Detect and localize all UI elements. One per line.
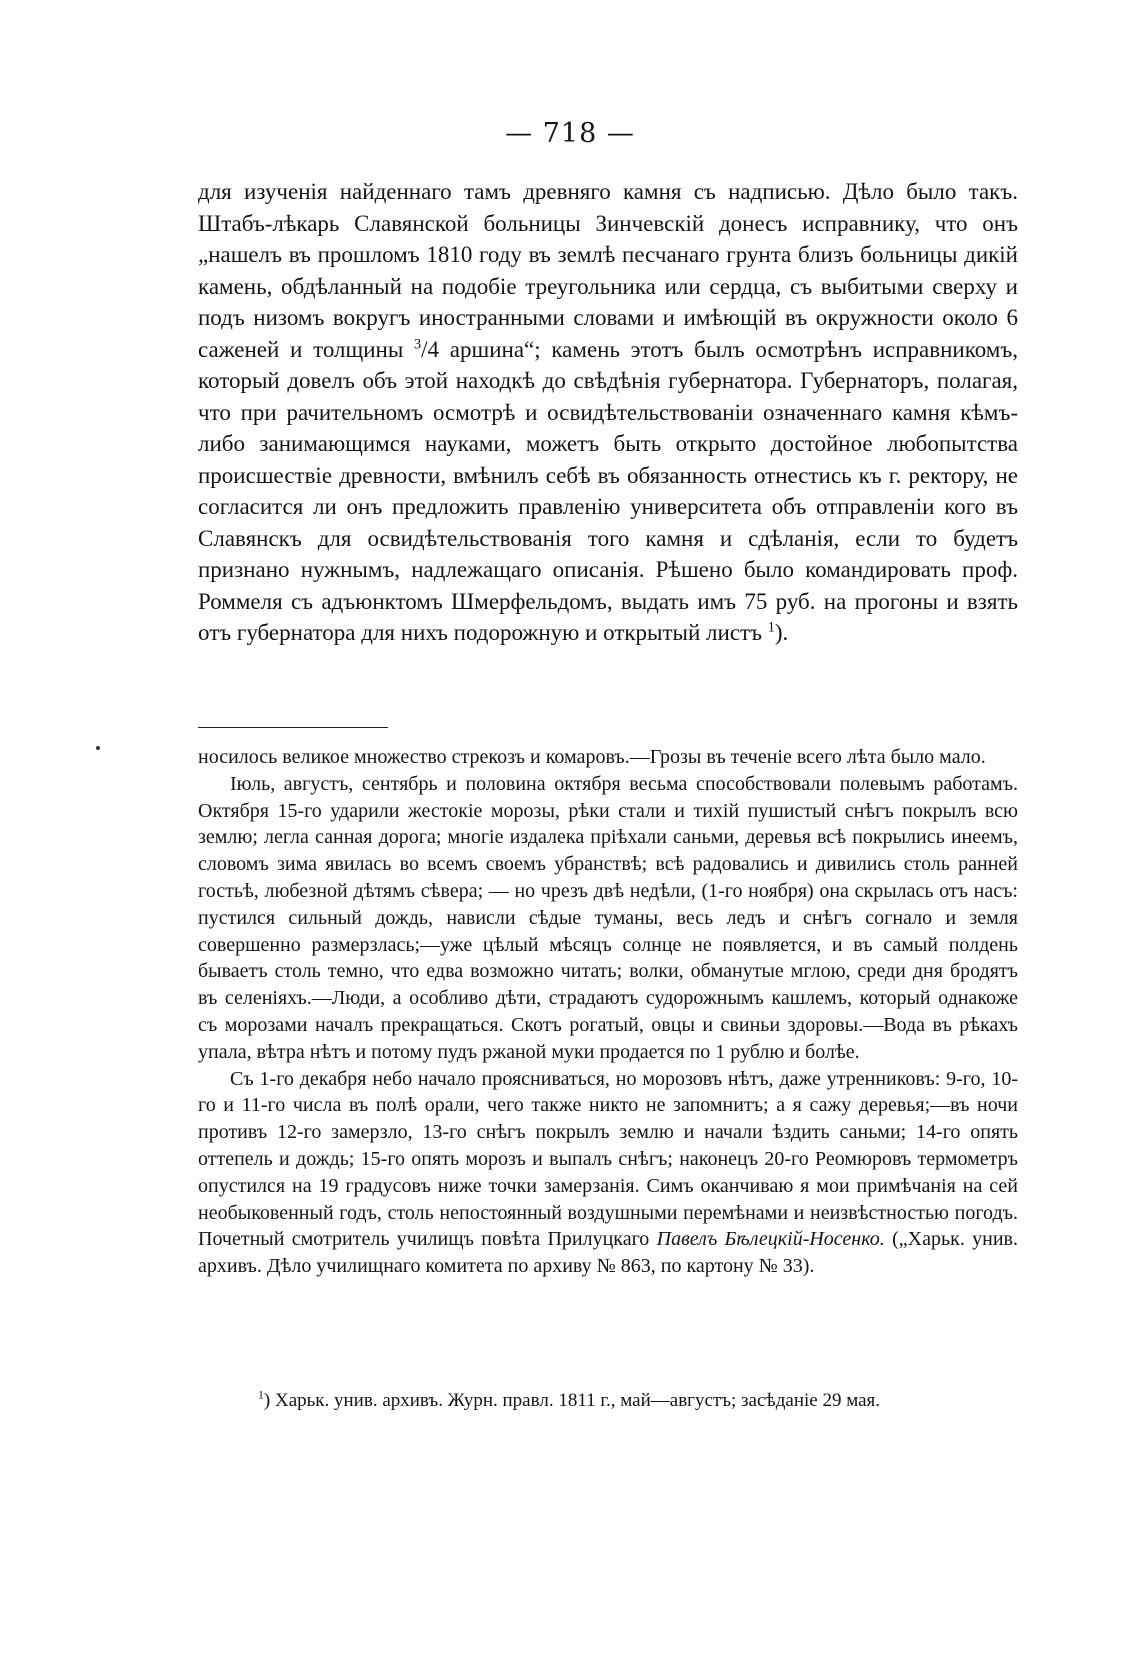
continuation-paragraph-1: носилось великое множество стрекозъ и комаровъ.—Грозы въ теченіе всего лѣта было мало. [198,746,986,768]
footnote-text: ) Харьк. унив. архивъ. Журн. правл. 1811 г., май—августъ; засѣданіе 29 мая. [263,1390,881,1411]
main-paragraph [198,176,1018,649]
footnote-marker: 1 [258,1388,264,1402]
footnote-divider [198,727,388,728]
stray-mark [96,746,100,750]
main-text-part-1: для изученія найденнаго тамъ древняго камня съ надписью. Дѣло было такъ. Штабъ-лѣкарь Славянской больницы Зинчевскій донесъ исправнику, что онъ „нашелъ въ прошломъ 1810 году въ землѣ песчанаго грунта близъ больницы дикій камень, обдѣланный на подобіе треугольника или сердца, съ выбитыми сверху и подъ низомъ вокругъ иностранными словами и имѣющій въ окружности около 6 саженей и толщины [198,179,1018,362]
continuation-text [198,744,1018,1280]
footnote [198,1388,1018,1414]
paragraph-3-start: Съ 1-го декабря небо начало проясниваться, но морозовъ нѣтъ, даже утренниковъ: 9-го, 10-го и 11-го числа въ полѣ орали, чего также никто не запомнитъ; а я сажу деревья;—въ ночи противъ 12-го замерзло, 13-го снѣгъ покрылъ землю и начали ѣздить саньми; 14-го опять оттепель и дождь; 15-го опять морозъ и выпалъ снѣгъ; наконецъ 20-го Реомюровъ термометръ опустился на 19 градусовъ ниже точки замерзанія. Симъ оканчиваю я мои примѣчанія на сей необыковенный годъ, столь непостоянный воздушными перемѣнами и неизвѣстностью погодъ. Почетный смотритель училищъ повѣта Прилуцкаго [198,1067,1018,1251]
footnote-reference: 1 [767,619,775,636]
continuation-paragraph-2: Іюль, августъ, сентябрь и половина октября весьма способствовали полевымъ работамъ. Октября 15-го ударили жестокіе морозы, рѣки стали и тихій пушистый снѣгъ покрылъ всю землю; легла санная дорога; многіе издалека пріѣхали саньми, деревья всѣ покрылись инеемъ, словомъ зима явилась во всемъ своемъ убранствѣ; всѣ радовались и дивились столь ранней гостьѣ, любезной дѣтямъ сѣвера; — но чрезъ двѣ недѣли, (1-го ноября) она скрылась отъ насъ: пустился сильный дождь, нависли сѣдые туманы, весь ледъ и снѣгъ согнало и земля совершенно размерзлась;—уже цѣлый мѣсяцъ солнце не появляется, и въ самый полдень бываетъ столь темно, что едва возможно читать; волки, обманутые мглою, среди дня бродятъ въ селеніяхъ.—Люди, а особливо дѣти, страдаютъ судорожнымъ кашлемъ, который однакоже съ морозами началъ прекращаться. Скотъ рогатый, овцы и свиньи здоровы.—Вода въ рѣкахъ упала, вѣтра нѣтъ и потому пудъ ржаной муки продается по 1 рублю и болѣе. [198,772,1018,1063]
paragraph-3-end: („Харьк. унив. архивъ. Дѣло училищнаго комитета по архиву № 863, по картону № 33). [198,1228,1019,1278]
continuation-paragraph-3 [198,1066,1018,1280]
page-number: — 718 — [505,118,635,149]
author-name: Павелъ Бѣлецкій-Носенко. [656,1228,885,1251]
main-text-closing: ). [774,620,789,645]
fraction-numerator: 3 [414,335,422,352]
main-text-part-2: /4 аршина“; камень этотъ былъ осмотрѣнъ исправникомъ, который довелъ объ этой находкѣ до свѣдѣнія губернатора. Губернаторъ, полагая, что при рачительномъ осмотрѣ и освидѣтельствованіи означеннаго камня кѣмъ-либо занимающимся науками, можетъ быть открыто достойное любопытства происшествіе древности, вмѣнилъ себѣ въ обязанность отнестись къ г. ректору, не согласится ли онъ предложить правленію университета объ отправленіи кого въ Славянскъ для освидѣтельствованія того камня и сдѣланія, если то будетъ признано нужнымъ, надлежащаго описанія. Рѣшено было командировать проф. Роммеля съ адъюнктомъ Шмерфельдомъ, выдать имъ 75 руб. на прогоны и взять отъ губернатора для нихъ подорожную и открытый листъ [198,336,1018,645]
